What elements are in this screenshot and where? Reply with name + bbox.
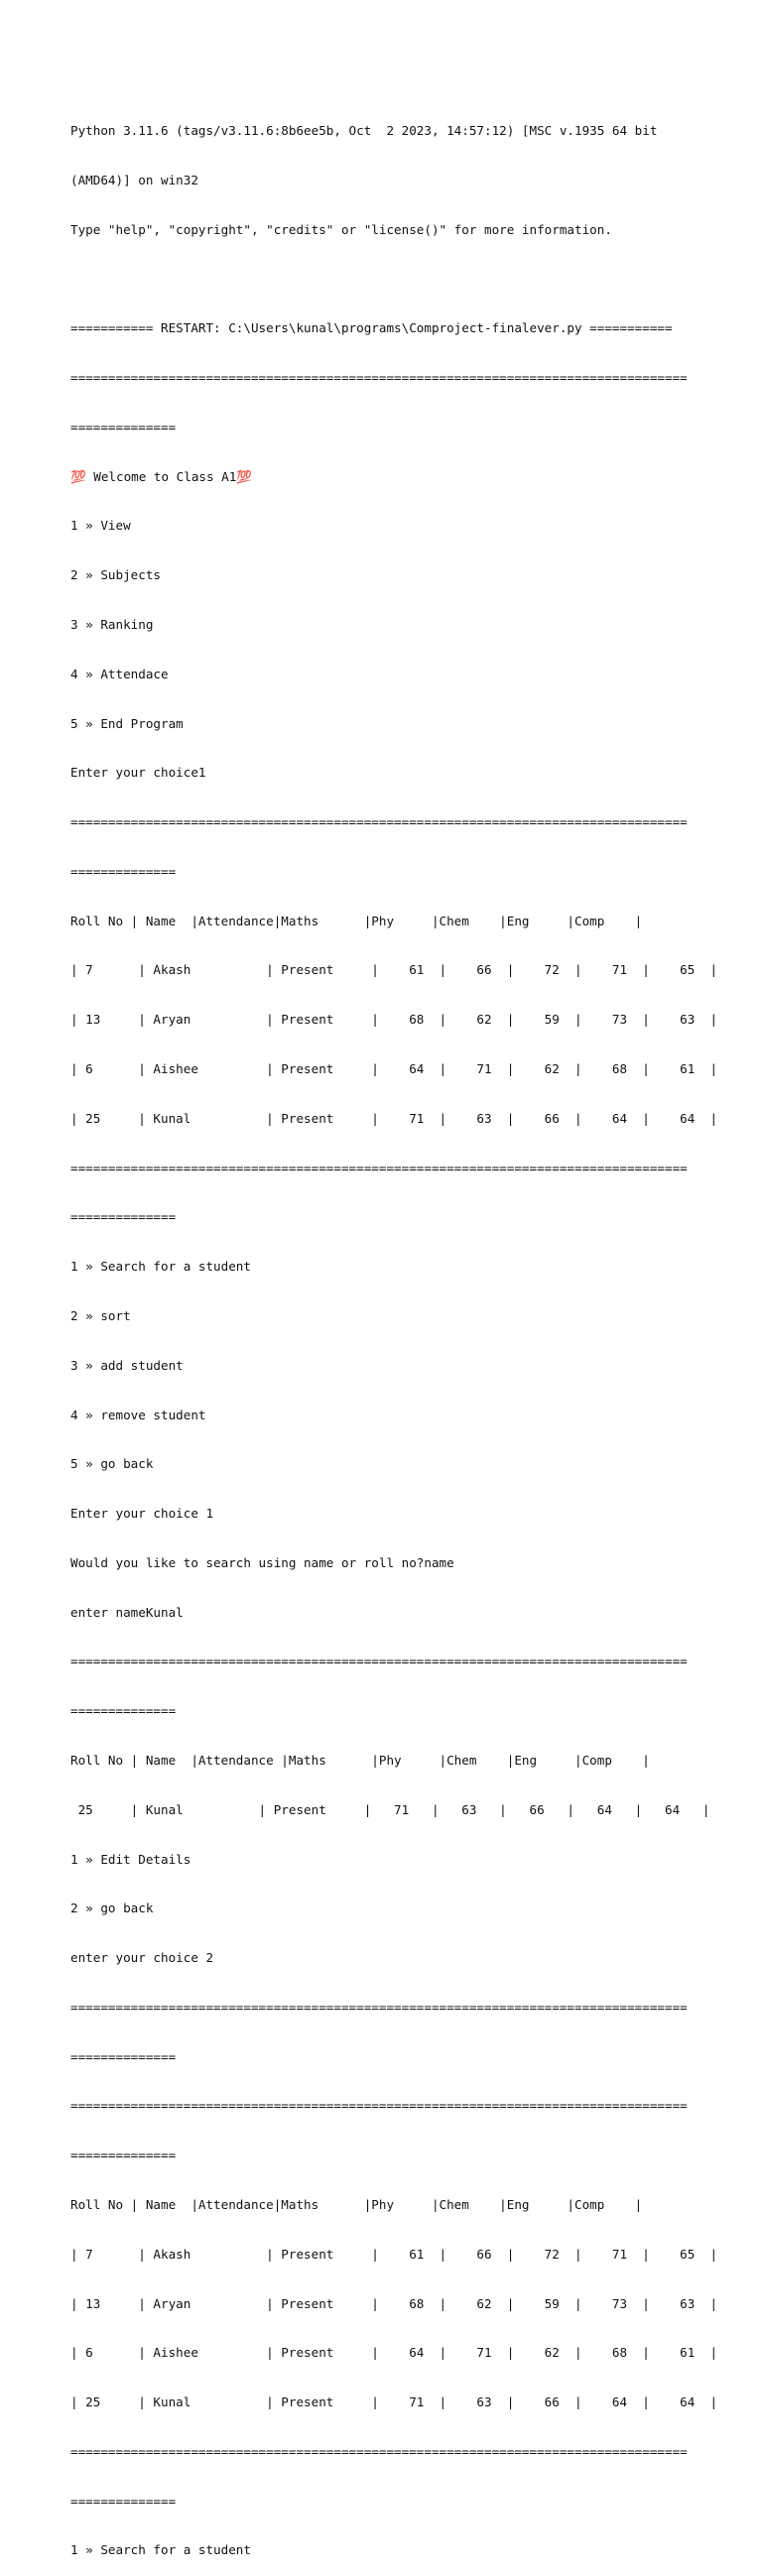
welcome-line: 💯 Welcome to Class A1💯 (70, 468, 253, 484)
menu-item-sort: 2 » sort (70, 1307, 131, 1323)
separator-line: ============== (70, 2048, 177, 2064)
menu-item-view: 1 » View (70, 518, 131, 534)
table-header: Roll No | Name |Attendance|Maths |Phy |Chem |Eng |Comp | (70, 2197, 643, 2212)
separator-line: ============== (70, 419, 177, 434)
input-prompt-line: enter your choice 2 (70, 1950, 214, 1966)
menu-item-remove-student: 4 » remove student (70, 1407, 206, 1422)
separator-line: ================================================================================== (70, 1160, 688, 1175)
table-row: 25 | Kunal | Present | 71 | 63 | 66 | 64 | 64 | (70, 1801, 710, 1817)
table-row: | 7 | Akash | Present | 61 | 66 | 72 | 71 | 65 | (70, 2246, 718, 2262)
table-row: | 13 | Aryan | Present | 68 | 62 | 59 | 73 | 63 | (70, 2295, 718, 2311)
menu-item-subjects: 2 » Subjects (70, 567, 161, 583)
input-prompt-line: Would you like to search using name or roll no?name (70, 1554, 454, 1570)
table-row: | 25 | Kunal | Present | 71 | 63 | 66 | 64 | 64 | (70, 2394, 718, 2410)
menu-item-edit-details: 1 » Edit Details (70, 1851, 191, 1867)
menu-item-search: 1 » Search for a student (70, 2542, 251, 2558)
separator-line: ================================================================================== (70, 814, 688, 830)
table-row: | 7 | Akash | Present | 61 | 66 | 72 | 71 | 65 | (70, 962, 718, 978)
separator-line: ============== (70, 2147, 177, 2163)
banner-line-1: Python 3.11.6 (tags/v3.11.6:8b6ee5b, Oct 2 2023, 14:57:12) [MSC v.1935 64 bit (70, 123, 658, 139)
separator-line: ================================================================================== (70, 2098, 688, 2114)
input-prompt-line: enter nameKunal (70, 1604, 184, 1620)
menu-item-go-back: 5 » go back (70, 1456, 154, 1472)
table-row: | 13 | Aryan | Present | 68 | 62 | 59 | 73 | 63 | (70, 1012, 718, 1028)
separator-line: ================================================================================== (70, 1999, 688, 2015)
separator-line: ================================================================================== (70, 2443, 688, 2459)
blank-line (70, 272, 725, 289)
menu-item-end-program: 5 » End Program (70, 715, 184, 731)
separator-line: ============== (70, 2493, 177, 2509)
banner-line-2: (AMD64)] on win32 (70, 172, 198, 187)
menu-item-attendace: 4 » Attendace (70, 666, 169, 681)
banner-line-3: Type "help", "copyright", "credits" or "license()" for more information. (70, 221, 612, 237)
restart-line: =========== RESTART: C:\Users\kunal\programs\Comproject-finalever.py =========== (70, 320, 673, 336)
table-row: | 6 | Aishee | Present | 64 | 71 | 62 | 68 | 61 | (70, 2345, 718, 2361)
separator-line: ============== (70, 1703, 177, 1719)
menu-item-ranking: 3 » Ranking (70, 617, 154, 632)
table-header: Roll No | Name |Attendance|Maths |Phy |Chem |Eng |Comp | (70, 913, 643, 928)
menu-item-add-student: 3 » add student (70, 1357, 184, 1373)
input-prompt-line: Enter your choice 1 (70, 1506, 214, 1522)
input-prompt-line: Enter your choice1 (70, 765, 206, 781)
separator-line: ================================================================================== (70, 1654, 688, 1669)
separator-line: ============== (70, 863, 177, 879)
menu-item-go-back: 2 » go back (70, 1901, 154, 1916)
menu-item-search: 1 » Search for a student (70, 1259, 251, 1275)
table-row: | 6 | Aishee | Present | 64 | 71 | 62 | 68 | 61 | (70, 1061, 718, 1077)
python-shell-output (70, 90, 725, 2576)
separator-line: ============== (70, 1209, 177, 1225)
table-row: | 25 | Kunal | Present | 71 | 63 | 66 | 64 | 64 | (70, 1110, 718, 1126)
separator-line: ================================================================================== (70, 370, 688, 386)
table-header: Roll No | Name |Attendance |Maths |Phy |Chem |Eng |Comp | (70, 1752, 650, 1768)
